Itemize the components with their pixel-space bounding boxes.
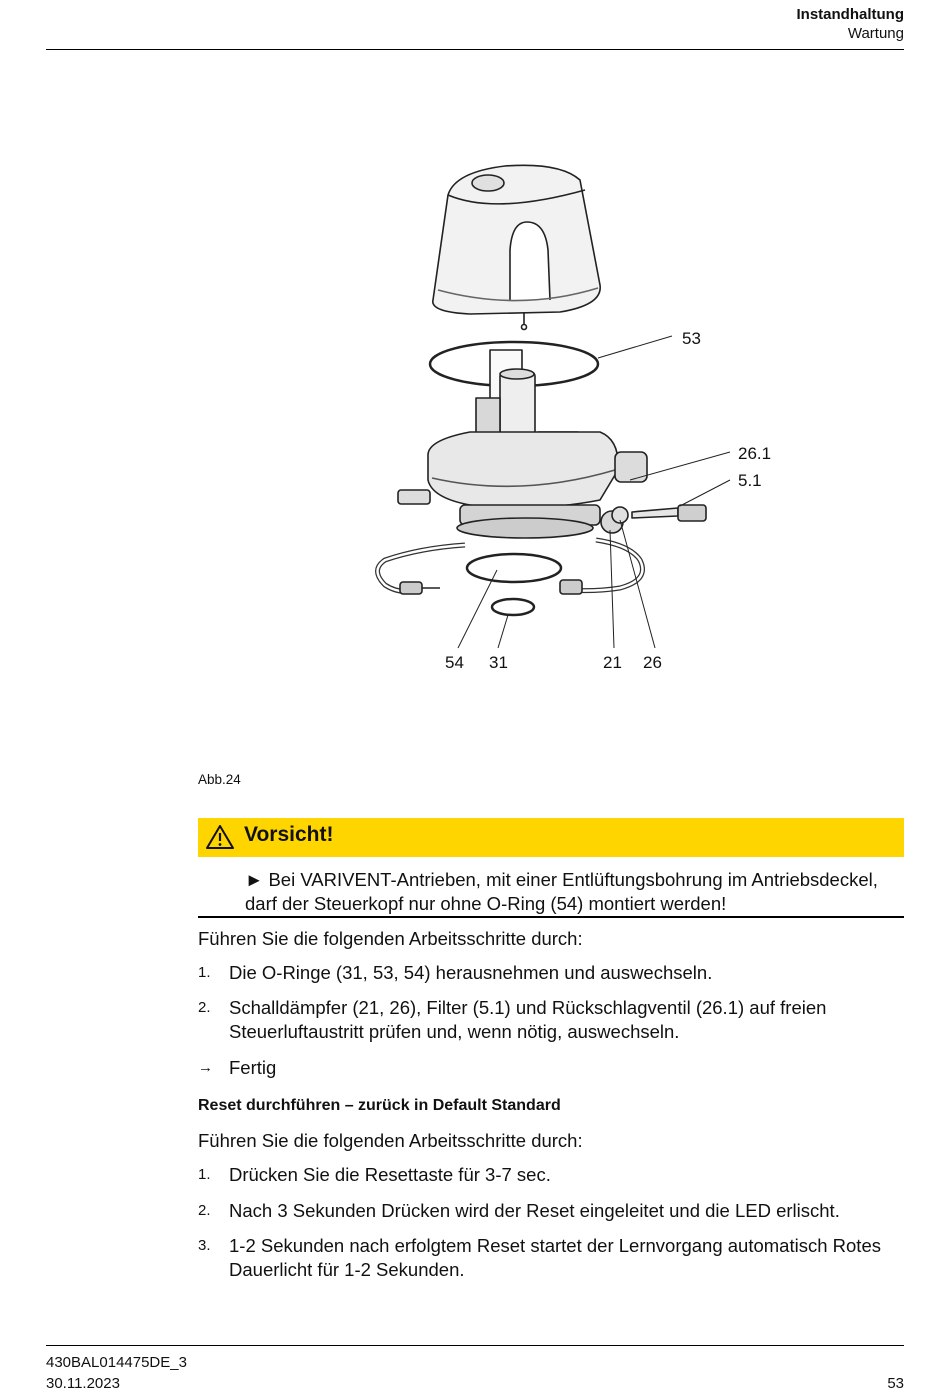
section2-step-3-text: 1-2 Sekunden nach erfolgtem Reset startet der Lernvorgang automatisch Rotes Dauerlicht für 1-2 Sekunden. [229, 1235, 881, 1280]
section2-step-3-number: 3. [198, 1237, 211, 1254]
footer-date: 30.11.2023 [46, 1375, 120, 1392]
section1-step-2-text: Schalldämpfer (21, 26), Filter (5.1) und Rückschlagventil (26.1) auf freien Steuerluftaustritt prüfen und, wenn nötig, auswechseln. [229, 997, 827, 1042]
header-subsection-title: Wartung [847, 25, 904, 42]
o-ring-31 [492, 599, 534, 615]
o-ring-54 [467, 554, 561, 582]
figure-label-54: 54 [445, 653, 464, 672]
section2-intro: Führen Sie die folgenden Arbeitsschritte durch: [198, 1130, 583, 1151]
warning-title: Vorsicht! [244, 823, 334, 846]
section1-step-2-number: 2. [198, 999, 211, 1016]
warning-rule [198, 916, 904, 918]
warning-text: Bei VARIVENT-Antrieben, mit einer Entlüftungsbohrung im Antriebsdeckel, darf der Steuerkopf nur ohne O-Ring (54) montiert werden! [245, 869, 878, 914]
header-section-title: Instandhaltung [796, 6, 904, 23]
figure-label-26-1: 26.1 [738, 444, 772, 463]
section1-step-1-text: Die O-Ringe (31, 53, 54) herausnehmen und auswechseln. [229, 962, 713, 983]
footer-doc-id: 430BAL014475DE_3 [46, 1354, 187, 1371]
exploded-view-figure [330, 120, 772, 720]
section2-step-1-text: Drücken Sie die Resettaste für 3-7 sec. [229, 1164, 551, 1185]
figure-label-31: 31 [489, 653, 508, 672]
section2-step-1-number: 1. [198, 1166, 211, 1183]
figure-label-53: 53 [682, 329, 701, 348]
section2-step-2-number: 2. [198, 1202, 211, 1219]
section1-result: Fertig [229, 1057, 277, 1078]
figure-label-5-1: 5.1 [738, 471, 762, 490]
warning-banner [198, 818, 904, 857]
figure-caption: Abb.24 [198, 772, 241, 787]
warning-bullet-icon: ► [245, 869, 264, 890]
warning-triangle-icon [205, 824, 235, 850]
header-rule [46, 49, 904, 50]
section2-step-2-text: Nach 3 Sekunden Drücken wird der Reset eingeleitet und die LED erlischt. [229, 1200, 840, 1221]
section1-intro: Führen Sie die folgenden Arbeitsschritte durch: [198, 928, 583, 949]
figure-label-26: 26 [643, 653, 662, 672]
page-number: 53 [887, 1375, 904, 1392]
figure-label-21: 21 [603, 653, 622, 672]
section1-step-1-number: 1. [198, 964, 211, 981]
warning-text-block [245, 868, 905, 916]
result-arrow-icon: → [198, 1059, 213, 1076]
footer-rule [46, 1345, 904, 1346]
section2-heading: Reset durchführen – zurück in Default Standard [198, 1097, 561, 1114]
base-housing [428, 432, 618, 508]
